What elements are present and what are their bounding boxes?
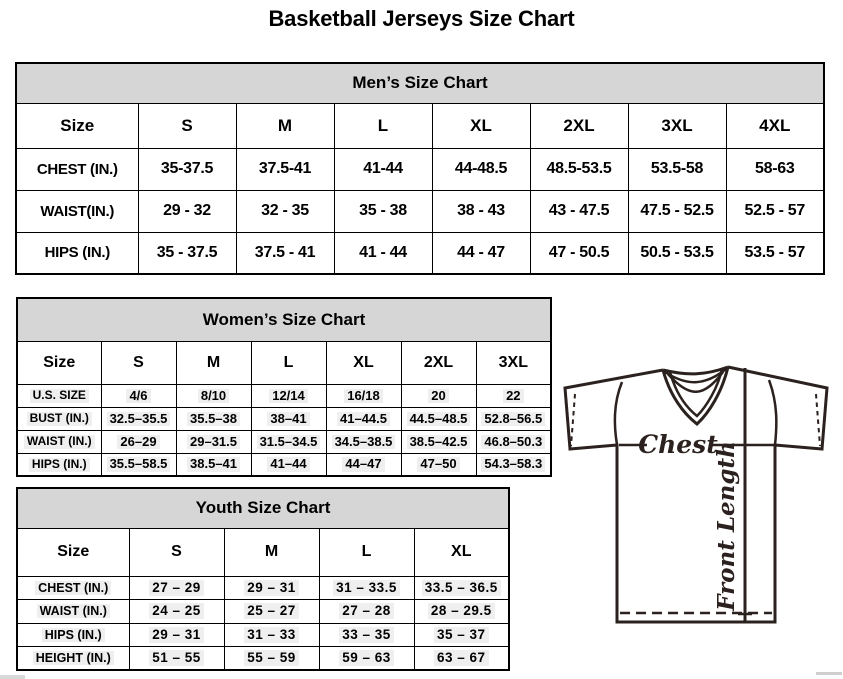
column-header: M: [224, 528, 319, 576]
table-cell: 51 – 55: [129, 647, 224, 671]
table-cell: 35 – 37: [414, 623, 509, 647]
front-length-measure-label: Front Length: [713, 441, 740, 611]
collar-top-edge: [663, 367, 728, 374]
column-header: 2XL: [530, 103, 628, 148]
youth-size-table: [16, 487, 510, 671]
table-row: [17, 647, 509, 671]
jersey-outline: [565, 367, 827, 622]
table-cell: 52.5 - 57: [726, 190, 824, 232]
table-cell: 26–29: [101, 430, 176, 453]
table-row: [16, 232, 824, 274]
mens-size-table: [15, 62, 825, 275]
column-header: XL: [432, 103, 530, 148]
table-cell: 22: [476, 384, 551, 407]
left-armhole-seam: [615, 382, 622, 445]
table-cell: 37.5 - 41: [236, 232, 334, 274]
column-header: M: [176, 341, 251, 384]
row-label: HEIGHT (IN.): [17, 647, 129, 671]
table-row: [17, 407, 551, 430]
table-row: [17, 600, 509, 624]
table-cell: 41-44: [334, 148, 432, 190]
row-label: WAIST (IN.): [17, 430, 101, 453]
table-cell: 35-37.5: [138, 148, 236, 190]
table-row: [17, 623, 509, 647]
column-header: 3XL: [628, 103, 726, 148]
table-cell: 52.8–56.5: [476, 407, 551, 430]
womens-table-title: Women’s Size Chart: [17, 298, 551, 341]
table-cell: 46.8–50.3: [476, 430, 551, 453]
column-header: M: [236, 103, 334, 148]
table-row: [16, 148, 824, 190]
table-row: [17, 576, 509, 600]
table-cell: 35 - 38: [334, 190, 432, 232]
table-cell: 31 – 33.5: [319, 576, 414, 600]
table-cell: 32.5–35.5: [101, 407, 176, 430]
right-armhole-seam: [769, 380, 776, 445]
scrollbar-fragment-left[interactable]: [0, 675, 25, 679]
row-label: WAIST(IN.): [16, 190, 138, 232]
column-header: L: [251, 341, 326, 384]
youth-table-title: Youth Size Chart: [17, 488, 509, 528]
table-cell: 58-63: [726, 148, 824, 190]
table-cell: 47 - 50.5: [530, 232, 628, 274]
table-cell: 29 - 32: [138, 190, 236, 232]
column-header: Size: [16, 103, 138, 148]
chest-measure-label: Chest: [638, 430, 718, 459]
mens-table-title: Men’s Size Chart: [16, 63, 824, 103]
table-row: [17, 430, 551, 453]
jersey-diagram: [558, 356, 842, 648]
table-cell: 44–47: [326, 453, 401, 476]
column-header: S: [129, 528, 224, 576]
table-cell: 55 – 59: [224, 647, 319, 671]
table-cell: 4/6: [101, 384, 176, 407]
column-header: XL: [414, 528, 509, 576]
column-header: 3XL: [476, 341, 551, 384]
page-title: Basketball Jerseys Size Chart: [268, 6, 575, 31]
table-cell: 32 - 35: [236, 190, 334, 232]
table-cell: 38.5–42.5: [401, 430, 476, 453]
table-cell: 35 - 37.5: [138, 232, 236, 274]
womens-size-table: [16, 297, 552, 477]
table-cell: 41–44.5: [326, 407, 401, 430]
table-cell: 31.5–34.5: [251, 430, 326, 453]
table-cell: 12/14: [251, 384, 326, 407]
column-header: S: [101, 341, 176, 384]
row-label: U.S. SIZE: [17, 384, 101, 407]
table-cell: 35.5–38: [176, 407, 251, 430]
table-cell: 47–50: [401, 453, 476, 476]
column-header: L: [319, 528, 414, 576]
left-sleeve-dash: [571, 394, 575, 446]
table-cell: 25 – 27: [224, 600, 319, 624]
column-header: XL: [326, 341, 401, 384]
row-label: CHEST (IN.): [16, 148, 138, 190]
table-cell: 44 - 47: [432, 232, 530, 274]
column-header: Size: [17, 341, 101, 384]
table-cell: 53.5 - 57: [726, 232, 824, 274]
table-cell: 59 – 63: [319, 647, 414, 671]
table-cell: 34.5–38.5: [326, 430, 401, 453]
table-cell: 38–41: [251, 407, 326, 430]
table-cell: 31 – 33: [224, 623, 319, 647]
column-header: 2XL: [401, 341, 476, 384]
table-cell: 24 – 25: [129, 600, 224, 624]
table-cell: 41–44: [251, 453, 326, 476]
table-cell: 20: [401, 384, 476, 407]
table-cell: 27 – 28: [319, 600, 414, 624]
scrollbar-fragment-right[interactable]: [816, 672, 842, 675]
table-cell: 43 - 47.5: [530, 190, 628, 232]
right-sleeve-dash: [816, 394, 820, 446]
row-label: WAIST (IN.): [17, 600, 129, 624]
table-cell: 41 - 44: [334, 232, 432, 274]
table-cell: 33.5 – 36.5: [414, 576, 509, 600]
row-label: HIPS (IN.): [16, 232, 138, 274]
table-cell: 33 – 35: [319, 623, 414, 647]
table-cell: 44.5–48.5: [401, 407, 476, 430]
table-cell: 16/18: [326, 384, 401, 407]
row-label: CHEST (IN.): [17, 576, 129, 600]
column-header: S: [138, 103, 236, 148]
table-cell: 29 – 31: [129, 623, 224, 647]
table-cell: 63 – 67: [414, 647, 509, 671]
table-cell: 28 – 29.5: [414, 600, 509, 624]
table-cell: 29 – 31: [224, 576, 319, 600]
row-label: HIPS (IN.): [17, 453, 101, 476]
table-cell: 8/10: [176, 384, 251, 407]
column-header: Size: [17, 528, 129, 576]
table-cell: 27 – 29: [129, 576, 224, 600]
table-cell: 29–31.5: [176, 430, 251, 453]
column-header: 4XL: [726, 103, 824, 148]
table-cell: 48.5-53.5: [530, 148, 628, 190]
table-cell: 44-48.5: [432, 148, 530, 190]
row-label: BUST (IN.): [17, 407, 101, 430]
table-cell: 47.5 - 52.5: [628, 190, 726, 232]
table-cell: 50.5 - 53.5: [628, 232, 726, 274]
column-header: L: [334, 103, 432, 148]
table-cell: 54.3–58.3: [476, 453, 551, 476]
table-cell: 37.5-41: [236, 148, 334, 190]
table-cell: 53.5-58: [628, 148, 726, 190]
table-row: [17, 453, 551, 476]
table-cell: 38 - 43: [432, 190, 530, 232]
table-row: [16, 190, 824, 232]
table-cell: 35.5–58.5: [101, 453, 176, 476]
table-row: [17, 384, 551, 407]
row-label: HIPS (IN.): [17, 623, 129, 647]
table-cell: 38.5–41: [176, 453, 251, 476]
